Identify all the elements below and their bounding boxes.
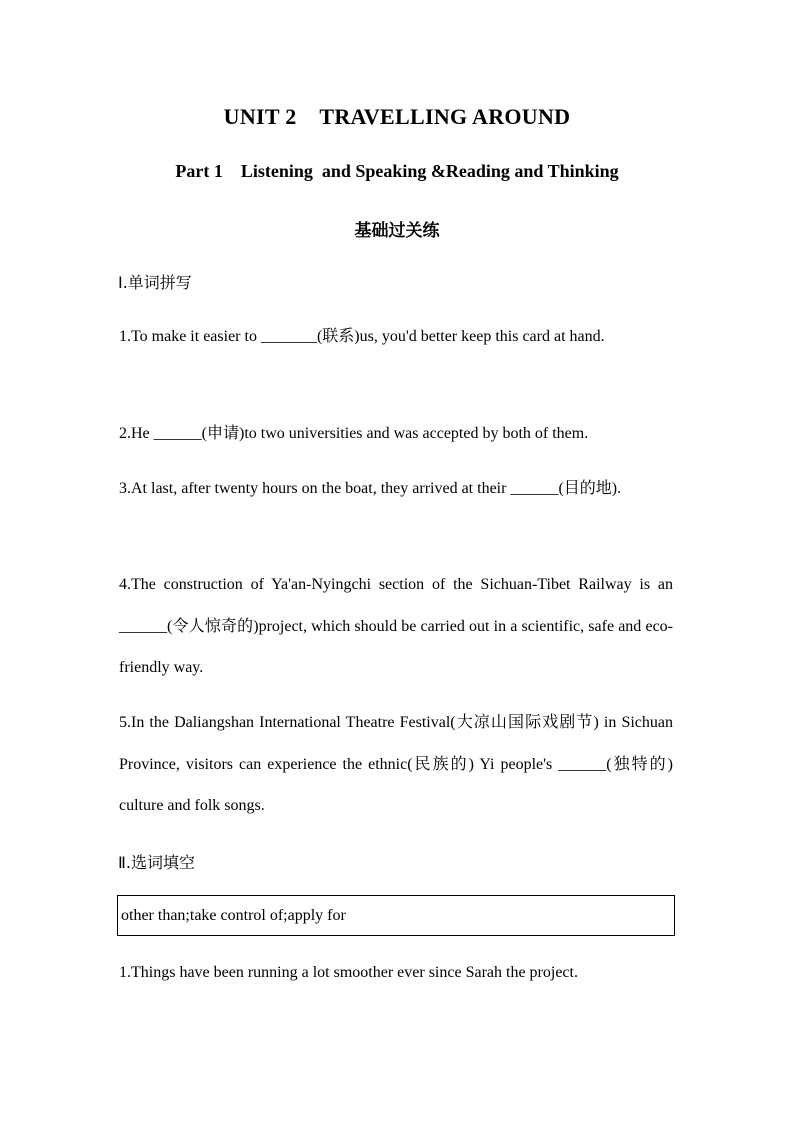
exercise-heading: 基础过关练 [354, 221, 440, 240]
part-title: Part 1 Listening and Speaking &Reading and Thinking [175, 161, 619, 181]
question-1-2: 2.He ______(申请)to two universities and was accepted by both of them. [119, 425, 589, 442]
word-bank-box: other than;take control of;apply for [117, 895, 675, 936]
question-1-3: 3.At last, after twenty hours on the boat, they arrived at their ______(目的地). [119, 480, 622, 497]
section-1-label: Ⅰ.单词拼写 [118, 273, 192, 292]
question-1-4: 4.The construction of Ya'an-Nyingchi section of the Sichuan-Tibet Railway is an ______(令人惊奇的)project, which should be carried out in a scientific, safe and eco-friendly way. [119, 576, 673, 676]
unit-title: UNIT 2 TRAVELLING AROUND [223, 104, 571, 129]
section-2-label: Ⅱ.选词填空 [118, 853, 195, 872]
question-2-1: 1.Things have been running a lot smoother ever since Sarah the project. [119, 964, 578, 981]
question-1-1: 1.To make it easier to _______(联系)us, you'd better keep this card at hand. [119, 328, 605, 345]
question-1-5: 5.In the Daliangshan International Theatre Festival(大凉山国际戏剧节) in Sichuan Province, visitors can experience the ethnic(民族的) Yi people's ______(独特的) culture and folk songs. [119, 714, 673, 814]
